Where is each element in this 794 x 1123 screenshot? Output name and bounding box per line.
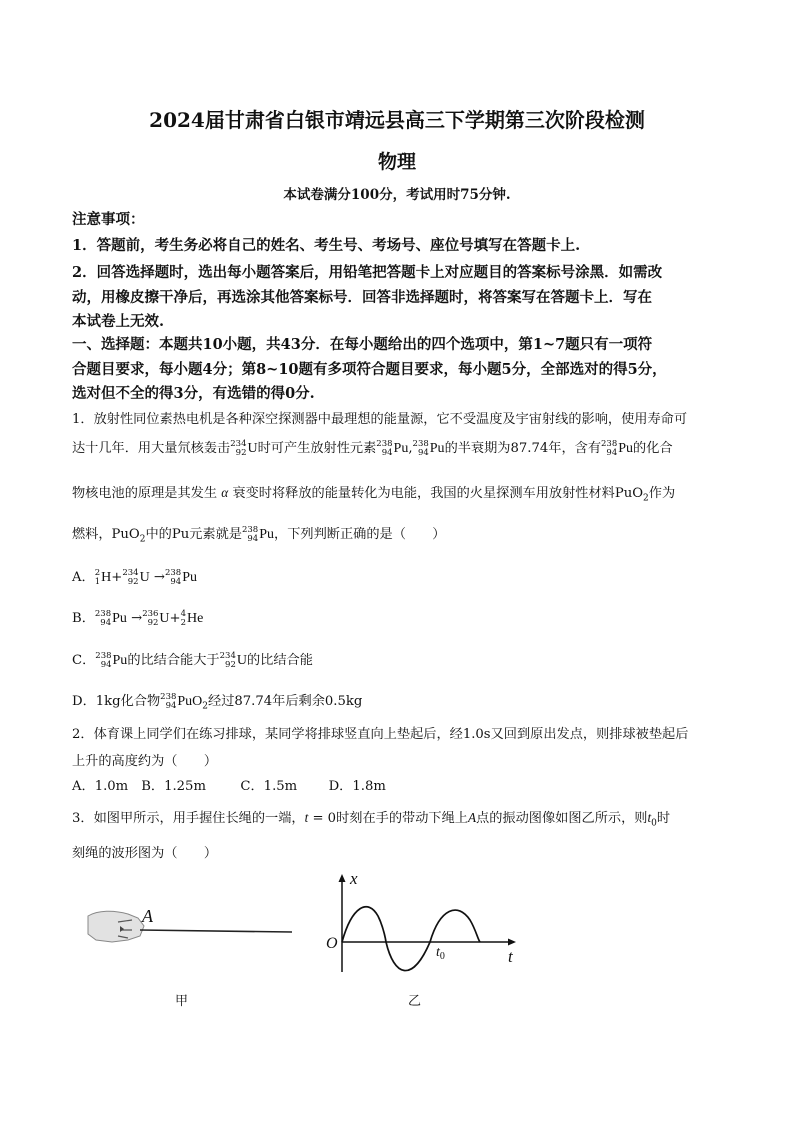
- figure-yi-caption: 乙: [408, 994, 422, 1009]
- rope-line: [140, 930, 292, 932]
- q2-line-1: 2．体育课上同学们在练习排球，某同学将排球竖直向上垫起后，经1.0s又回到原出发点，则排球被垫起后: [72, 727, 689, 742]
- figure-jia-caption: 甲: [175, 994, 189, 1009]
- axis-x-label: x: [350, 869, 358, 888]
- sine-curve: [342, 907, 480, 971]
- section1-line-1: 一、选择题：本题共10小题，共43分．在每小题给出的四个选项中，第1~7题只有一项符: [72, 336, 653, 353]
- note-2-line-1: 2．回答选择题时，选出每小题答案后，用铅笔把答题卡上对应题目的答案标号涂黑．如需改: [72, 264, 663, 281]
- point-a-label: A: [142, 906, 153, 926]
- note-2-line-3: 本试卷上无效.: [72, 313, 165, 330]
- q2-options: [72, 775, 732, 794]
- t0-label: $t_0$: [436, 945, 445, 962]
- note-2-line-2: 动，用橡皮擦干净后，再选涂其他答案标号．回答非选择题时，将答案写在答题卡上．写在: [72, 289, 652, 306]
- section1-line-2: 合题目要求，每小题4分；第8~10题有多项符合题目要求，每小题5分，全部选对的得5分，: [72, 361, 667, 378]
- origin-label: O: [326, 935, 338, 952]
- q3-line-2: 刻绳的波形图为（ ）: [72, 846, 218, 861]
- x-axis-arrow: [339, 874, 346, 882]
- note-1: 1．答题前，考生务必将自己的姓名、考生号、考场号、座位号填写在答题卡上.: [72, 237, 581, 254]
- q1-option-c[interactable]: C． 238 94 Pu的比结合能大于 234 92 U的比结合能: [72, 651, 313, 670]
- q2-option-b[interactable]: B．1.25m: [141, 779, 206, 794]
- q2-line-2: 上升的高度约为（ ）: [72, 754, 218, 769]
- q1-line-1: 1．放射性同位素热电机是各种深空探测器中最理想的能量源，它不受温度及宇宙射线的影响，使用寿命可: [72, 412, 688, 427]
- q1-option-a[interactable]: A． 2 1 H+ 234 92 U → 238 94 Pu: [72, 568, 197, 587]
- q1-option-b[interactable]: B． 238 94 Pu → 236 92 U+ 4 2 He: [72, 609, 204, 628]
- q1-line-4: 燃料，PuO$_2$中的Pu元素就是 238 94 Pu，下列判断正确的是（ ）: [72, 525, 446, 545]
- figure-jia-hand-rope: [84, 896, 296, 952]
- q1-option-d[interactable]: D．1kg化合物 238 94 PuO$_2$经过87.74年后剩余0.5kg: [72, 692, 363, 712]
- exam-info: 本试卷满分100分，考试用时75分钟.: [283, 187, 511, 203]
- section1-line-3: 选对但不全的得3分，有选错的得0分.: [72, 385, 315, 402]
- q2-option-a[interactable]: A．1.0m: [72, 779, 129, 794]
- figure-yi-vibration-graph: [320, 868, 530, 974]
- exam-title: 2024届甘肃省白银市靖远县高三下学期第三次阶段检测: [149, 108, 645, 132]
- hand-icon: [88, 911, 144, 942]
- t-axis-arrow: [508, 939, 516, 946]
- q3-line-1: 3．如图甲所示，用手握住长绳的一端，t = 0时刻在手的带动下绳上A点的振动图像如图乙所示，则$t_0$时: [72, 810, 671, 829]
- q1-line-3: 物核电池的原理是其发生 α 衰变时将释放的能量转化为电能，我国的火星探测车用放射性材料PuO$_2$作为: [72, 485, 676, 504]
- axis-t-label: t: [508, 947, 513, 966]
- subject-title: 物理: [377, 151, 416, 173]
- q2-option-c[interactable]: C．1.5m: [240, 779, 298, 794]
- q1-line-2: 达十几年．用大量氘核轰击 234 92 U时可产生放射性元素 238 94 Pu, 238 94 Pu的半衰期为87.74年，含有 238 94 Pu的化合: [72, 439, 673, 458]
- q2-option-d[interactable]: D．1.8m: [328, 779, 386, 794]
- notes-heading: 注意事项：: [72, 211, 145, 228]
